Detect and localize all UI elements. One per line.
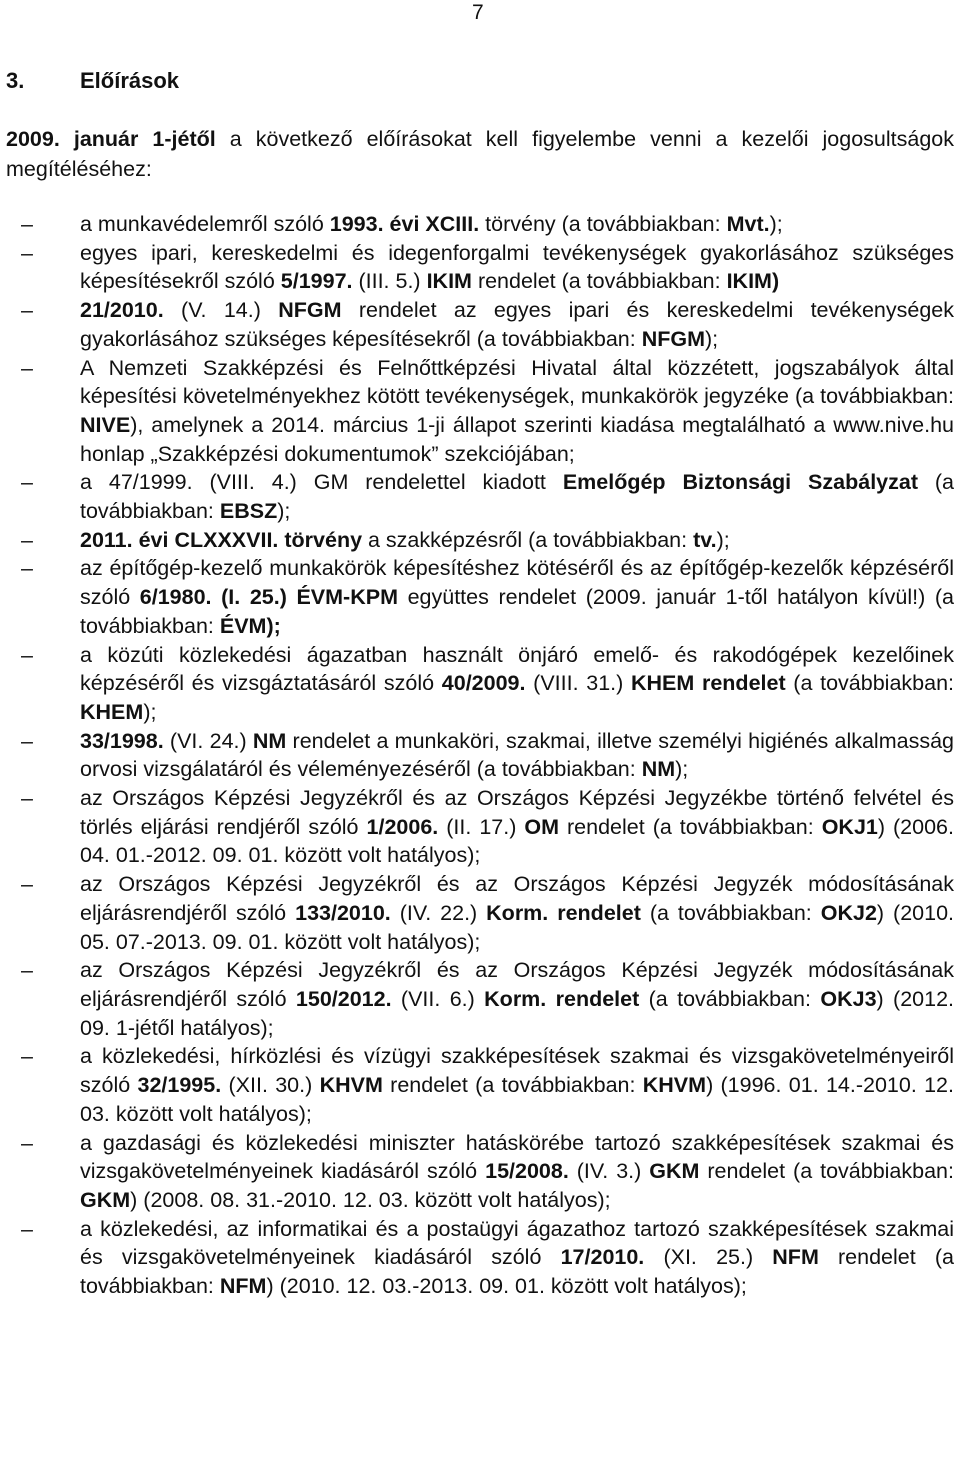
dash-bullet-icon: – (21, 298, 33, 323)
text-run: (a továbbiakban: (80, 470, 955, 524)
text-run: rendelet az egyes ipari és kereskedelmi tevékenységek gyakorlásához szükséges képesítésekről (a továbbiakban: (80, 298, 954, 351)
text-run: az Országos Képzési Jegyzékről és az Országos Képzési Jegyzék módosításának eljárásrendjéről szóló (80, 958, 954, 1011)
bold-text-run: Emelőgép Biztonsági Szabályzat (562, 470, 918, 495)
regulation-item (6, 1042, 954, 1128)
text-run: (a továbbiakban: (640, 900, 821, 925)
regulation-item (6, 210, 954, 239)
dash-bullet-icon: – (21, 470, 33, 495)
text-run: (VII. 6.) (391, 986, 485, 1011)
page-number: 7 (472, 1, 484, 24)
text-run: rendelet (a továbbiakban: (559, 814, 822, 839)
bold-text-run: ÉVM); (219, 613, 281, 638)
text-run: (XI. 25.) (644, 1245, 773, 1270)
regulation-item (6, 1129, 954, 1215)
dash-bullet-icon: – (21, 642, 33, 667)
bold-text-run: NFGM (641, 326, 706, 351)
text-run: ) (2010. 12. 03.-2013. 09. 01. között volt hatályos); (266, 1274, 747, 1299)
regulation-item (6, 526, 954, 555)
intro-paragraph (6, 124, 954, 184)
dash-bullet-icon: – (21, 728, 33, 753)
bold-text-run: 17/2010. (560, 1245, 645, 1270)
dash-bullet-icon: – (21, 872, 33, 897)
bold-text-run: OKJ2 (820, 900, 877, 925)
bold-text-run: KHVM (642, 1073, 707, 1098)
bold-text-run: 5/1997. (280, 269, 353, 294)
text-run: ); (705, 326, 719, 351)
bold-text-run: OKJ3 (820, 986, 877, 1011)
dash-bullet-icon: – (21, 240, 33, 265)
text-run: ); (716, 527, 730, 552)
text-run: rendelet (a továbbiakban: (471, 269, 727, 294)
text-run: ) (2006. 04. 01.-2012. 09. 01. között volt hatályos); (80, 814, 954, 868)
bold-text-run: Korm. rendelet (486, 900, 641, 925)
bold-text-run: OKJ1 (821, 814, 878, 839)
bold-text-run: Korm. rendelet (484, 986, 640, 1011)
text-run: ); (277, 499, 291, 524)
text-run: a közúti közlekedési ágazatban használt önjáró emelő- és rakodógépek kezelőinek képzéséről és vizsgáztatásáról szóló (80, 642, 954, 696)
dash-bullet-icon: – (21, 556, 33, 581)
regulation-item (6, 239, 954, 296)
regulation-item (6, 641, 954, 727)
bold-text-run: NM (252, 728, 287, 753)
text-run: az Országos Képzési Jegyzékről és az Országos Képzési Jegyzék módosításának eljárásrendjéről szóló (80, 872, 954, 925)
text-run: a szakképzésről (a továbbiakban: (362, 527, 694, 552)
regulation-item (6, 727, 954, 784)
bold-text-run: GKM (80, 1187, 131, 1212)
section-title: Előírások (80, 68, 180, 93)
text-run: a következő előírásokat kell figyelembe venni a kezelői jogosultságok megítéléséhez: (6, 127, 954, 181)
bold-text-run: tv. (693, 527, 717, 552)
bold-text-run: NFM (772, 1245, 819, 1270)
regulation-item (6, 554, 954, 640)
text-run: együttes rendelet (2009. január 1-től hatályon kívül!) (a továbbiakban: (80, 585, 955, 638)
text-run: az építőgép-kezelő munkakörök képesítéshez kötéséről és az építőgép-kezelők képzéséről szóló (80, 556, 954, 610)
section-heading (6, 66, 179, 96)
dash-bullet-icon: – (21, 1216, 33, 1241)
bold-text-run: 32/1995. (137, 1073, 222, 1098)
bold-text-run: 150/2012. (295, 986, 392, 1011)
text-run: az Országos Képzési Jegyzékről és az Országos Képzési Jegyzékbe történő felvétel és törlés eljárási rendjéről szóló (80, 786, 954, 839)
bold-text-run: 21/2010. (80, 298, 164, 323)
text-run: ); (143, 699, 157, 724)
bold-text-run: NIVE (80, 412, 131, 437)
dash-bullet-icon: – (21, 212, 33, 236)
bold-text-run: IKIM) (726, 269, 780, 294)
dash-bullet-icon: – (21, 355, 33, 380)
bold-text-run: EBSZ (219, 499, 278, 524)
text-run: (II. 17.) (438, 814, 525, 839)
text-run: (IV. 22.) (390, 900, 487, 925)
text-run: a 47/1999. (VIII. 4.) GM rendelettel kiadott (80, 470, 563, 495)
bold-text-run: 6/1980. (I. 25.) ÉVM-KPM (139, 585, 398, 610)
bold-text-run: NFM (219, 1274, 267, 1299)
dash-bullet-icon: – (21, 786, 33, 811)
regulation-item (6, 296, 954, 353)
text-run: (III. 5.) (352, 269, 427, 294)
regulation-item (6, 956, 954, 1042)
section-number: 3. (6, 68, 25, 93)
text-run: (VIII. 31.) (525, 671, 631, 696)
dash-bullet-icon: – (21, 1044, 33, 1069)
regulation-item (6, 468, 954, 525)
regulation-item (6, 1215, 954, 1301)
bold-text-run: Mvt. (726, 212, 770, 236)
bold-text-run: 15/2008. (485, 1159, 569, 1184)
text-run: ); (769, 212, 783, 236)
bold-text-run: NM (641, 757, 676, 782)
bold-text-run: KHVM (319, 1073, 383, 1098)
text-run: rendelet (a továbbiakban: (699, 1159, 954, 1184)
bold-text-run: NFGM (278, 298, 342, 323)
bold-text-run: GKM (649, 1159, 700, 1184)
bold-text-run: 2011. évi CLXXXVII. törvény (80, 527, 363, 552)
bold-text-run: 40/2009. (441, 671, 526, 696)
text-run: (XII. 30.) (221, 1073, 320, 1098)
text-run: (a továbbiakban: (785, 671, 954, 696)
text-run: ); (675, 757, 689, 782)
text-run: (V. 14.) (163, 298, 279, 323)
text-run: (IV. 3.) (568, 1159, 650, 1184)
text-run: egyes ipari, kereskedelmi és idegenforgalmi tevékenységek gyakorlásához szükséges képesítésekről szóló (80, 240, 954, 294)
text-run: ) (2008. 08. 31.-2010. 12. 03. között volt hatályos); (130, 1187, 611, 1212)
text-run: ), amelynek a 2014. március 1-ji állapot szerinti kiadása megtalálható a www.nive.hu honlap „Szakképzési dokumentumok” szekciójában; (80, 412, 954, 466)
bold-text-run: IKIM (426, 269, 472, 294)
regulation-item (6, 784, 954, 870)
text-run: ) (2012. 09. 1-jétől hatályos); (80, 986, 955, 1040)
text-run: (VI. 24.) (163, 728, 253, 753)
text-run: a gazdasági és közlekedési miniszter hatáskörébe tartozó szakképesítések szakmai és vizsgakövetelményeinek kiadásáról szóló (80, 1130, 954, 1184)
text-run: törvény (a továbbiakban: (479, 212, 727, 236)
bold-text-run: KHEM rendelet (630, 671, 786, 696)
text-run: a munkavédelemről szóló (80, 212, 330, 236)
text-run: A Nemzeti Szakképzési és Felnőttképzési Hivatal által közzétett, jogszabályok által képesítési követelményekhez kötött tevékenységek, munkakörök jegyzéke (a továbbiakban: (80, 355, 954, 409)
bold-text-run: OM (524, 814, 560, 839)
bold-text-run: 133/2010. (295, 900, 391, 925)
text-run: a közlekedési, hírközlési és vízügyi szakképesítések szakmai és vizsgakövetelményeiről szóló (80, 1044, 954, 1098)
regulation-list (6, 210, 954, 1301)
text-run: rendelet a munkaköri, szakmai, illetve személyi higiénés alkalmasság orvosi vizsgálatáról és véleményezéséről (a továbbiakban: (80, 728, 954, 782)
bold-text-run: 1/2006. (366, 814, 439, 839)
regulation-item (6, 870, 954, 956)
dash-bullet-icon: – (21, 1130, 33, 1155)
text-run: ) (1996. 01. 14.-2010. 12. 03. között volt hatályos); (80, 1073, 954, 1126)
dash-bullet-icon: – (21, 958, 33, 983)
text-run: rendelet (a továbbiakban: (382, 1073, 643, 1098)
text-run: ) (2010. 05. 07.-2013. 09. 01. között volt hatályos); (80, 900, 954, 954)
bold-text-run: 2009. január 1-jétől (6, 127, 216, 151)
bold-text-run: 33/1998. (80, 728, 164, 753)
text-run: rendelet (a továbbiakban: (80, 1245, 954, 1299)
dash-bullet-icon: – (21, 527, 33, 552)
regulation-item (6, 354, 954, 469)
text-run: (a továbbiakban: (639, 986, 821, 1011)
text-run: a közlekedési, az informatikai és a postaügyi ágazathoz tartozó szakképesítések szakmai és vizsgakövetelményeinek kiadásáról szóló (80, 1216, 954, 1270)
bold-text-run: 1993. évi XCIII. (329, 212, 480, 236)
bold-text-run: KHEM (80, 699, 144, 724)
